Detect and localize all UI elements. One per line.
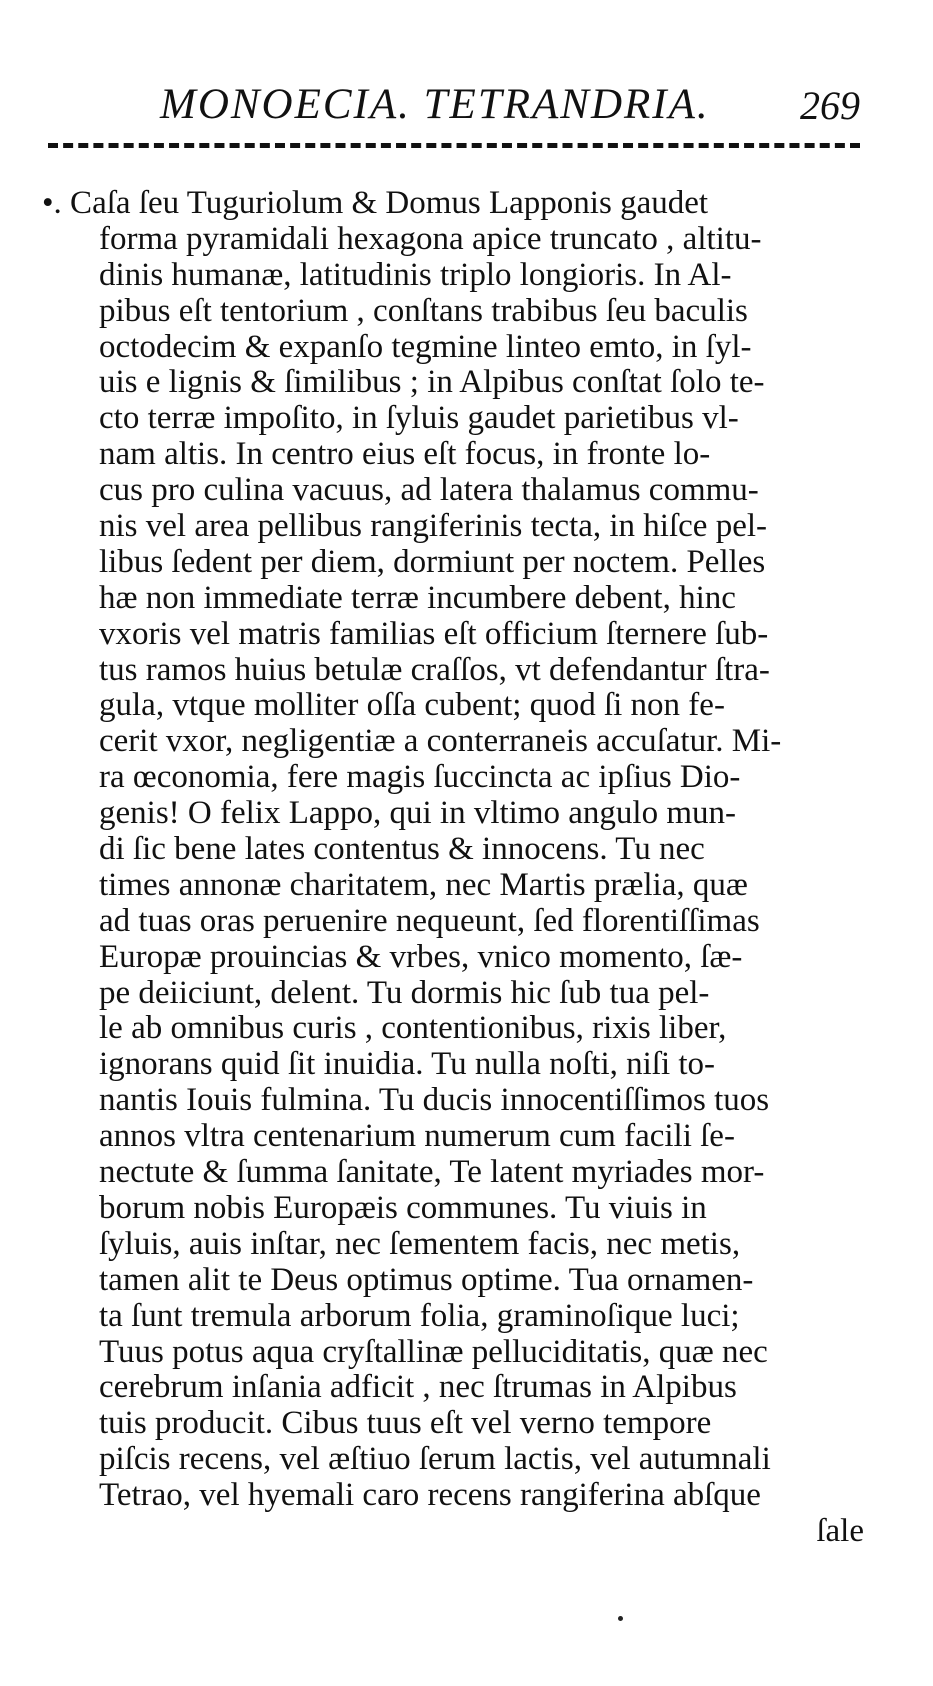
text-line: •. Caſa ſeu Tuguriolum & Domus Lapponis gaudet (42, 185, 709, 221)
text-line: cerebrum inſania adficit , nec ſtrumas in Alpibus (99, 1369, 737, 1406)
text-line: vxoris vel matris familias eſt officium ſternere ſub- (99, 615, 769, 652)
running-head (160, 80, 860, 130)
text-line: libus ſedent per diem, dormiunt per noctem. Pelles (99, 543, 766, 580)
text-line: borum nobis Europæis communes. Tu viuis in (99, 1189, 707, 1226)
running-title: MONOECIA. TETRANDRIA. (160, 81, 710, 128)
text-line: annos vltra centenarium numerum cum facili ſe- (99, 1118, 735, 1155)
text-line: ſyluis, auis inſtar, nec ſementem facis, nec metis, (99, 1225, 741, 1262)
text-line: cus pro culina vacuus, ad latera thalamus commu- (99, 472, 759, 509)
text-line: pibus eſt tentorium , conſtans trabibus ſeu baculis (99, 292, 748, 329)
text-line: hæ non immediate terræ incumbere debent, hinc (99, 579, 736, 616)
text-line: nectute & ſumma ſanitate, Te latent myriades mor- (99, 1154, 765, 1191)
text-line: dinis humanæ, latitudinis triplo longioris. In Al- (99, 256, 732, 293)
header-rule (48, 143, 860, 148)
text-line: di ſic bene lates contentus & innocens. Tu nec (99, 831, 705, 868)
text-line: cto terræ impoſito, in ſyluis gaudet parietibus vl- (99, 400, 739, 437)
text-line: piſcis recens, vel æſtiuo ſerum lactis, vel autumnali (99, 1441, 771, 1478)
text-line: gula, vtque molliter oſſa cubent; quod ſi non fe- (99, 687, 725, 724)
text-line: Tuus potus aqua cryſtallinæ pelluciditatis, quæ nec (99, 1333, 768, 1370)
body-text (42, 186, 872, 1550)
text-line: genis! O felix Lappo, qui in vltimo angulo mun- (99, 795, 736, 832)
catchword: ſale (816, 1512, 864, 1549)
text-line: Tetrao, vel hyemali caro recens rangiferina abſque (99, 1477, 761, 1514)
text-line: ta ſunt tremula arborum folia, graminoſique luci; (99, 1297, 740, 1334)
ink-speck (618, 1616, 623, 1621)
text-line: cerit vxor, negligentiæ a conterraneis accuſatur. Mi- (99, 723, 782, 760)
text-line: le ab omnibus curis , contentionibus, rixis liber, (99, 1010, 727, 1047)
text-line: times annonæ charitatem, nec Martis prælia, quæ (99, 866, 748, 903)
text-line: ra œconomia, fere magis ſuccincta ac ipſius Dio- (99, 759, 741, 796)
text-line: Europæ prouincias & vrbes, vnico momento, ſæ- (99, 938, 743, 975)
text-line: ignorans quid ſit inuidia. Tu nulla noſti, niſi to- (99, 1046, 716, 1083)
text-line: tus ramos huius betulæ craſſos, vt defendantur ſtra- (99, 651, 770, 688)
page-number: 269 (800, 83, 860, 128)
text-line: ad tuas oras peruenire nequeunt, ſed florentiſſimas (99, 902, 760, 939)
text-line: nam altis. In centro eius eſt focus, in fronte lo- (99, 436, 711, 473)
text-line: octodecim & expanſo tegmine linteo emto, in ſyl- (99, 328, 752, 365)
text-line: tuis producit. Cibus tuus eſt vel verno tempore (99, 1405, 712, 1442)
text-line: pe deiiciunt, delent. Tu dormis hic ſub tua pel- (99, 974, 710, 1011)
text-line: forma pyramidali hexagona apice truncato , altitu- (99, 220, 762, 257)
text-line: tamen alit te Deus optimus optime. Tua ornamen- (99, 1261, 754, 1298)
text-line: uis e lignis & ſimilibus ; in Alpibus conſtat ſolo te- (99, 364, 765, 401)
text-line: nis vel area pellibus rangiferinis tecta, in hiſce pel- (99, 508, 767, 545)
text-line: nantis Iouis fulmina. Tu ducis innocentiſſimos tuos (99, 1082, 770, 1119)
